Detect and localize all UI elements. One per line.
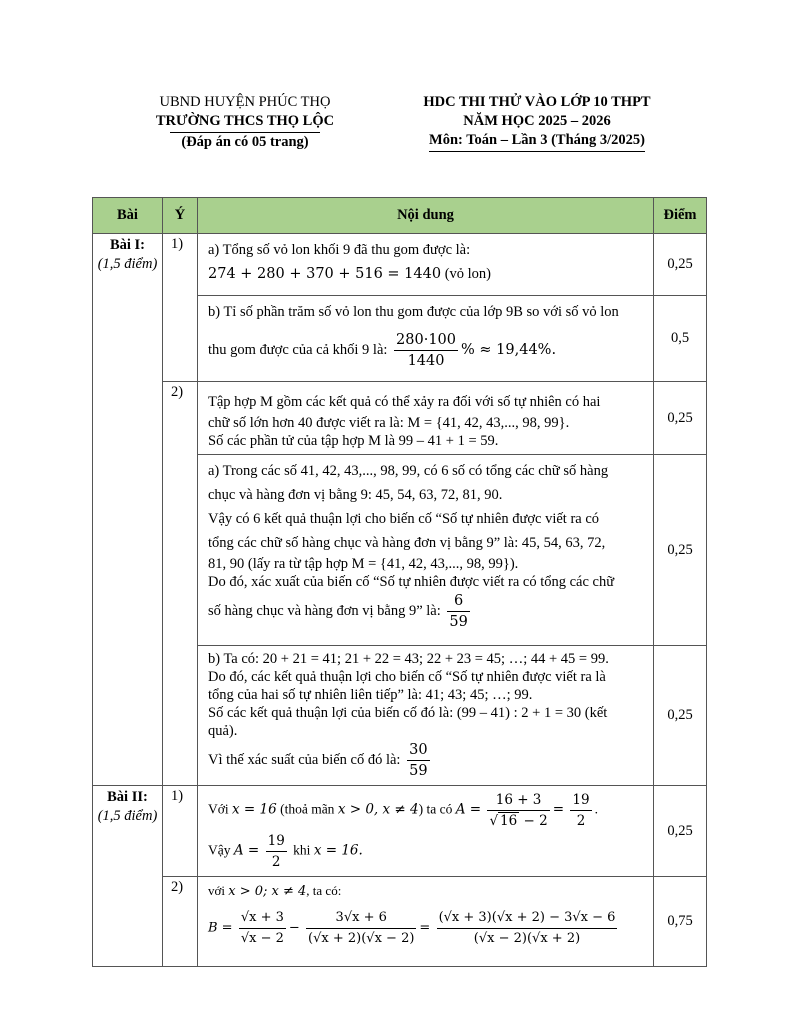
b2r1-taco: ) ta có — [418, 801, 453, 817]
content-cell — [198, 877, 654, 967]
bai2-y2: 2) — [171, 879, 184, 895]
b2r2-f2-num: 3√x + 6 — [306, 908, 416, 929]
row-2b-frac-den: 59 — [409, 763, 428, 779]
b2r1-cond: x = 16 — [232, 801, 277, 818]
bai2-label: Bài II: — [107, 789, 148, 805]
b2r1-A2: A = — [233, 842, 260, 859]
bai2-cell — [93, 786, 163, 967]
b2r1-frac1-num: 16 + 3 — [487, 790, 549, 811]
answer-table — [92, 197, 707, 967]
row-a-unit: (vỏ lon) — [444, 266, 492, 282]
row-b-frac-num: 280·100 — [394, 330, 458, 351]
b2r1-A: A = — [455, 801, 482, 818]
col-header-y: Ý — [163, 198, 198, 234]
bai1-points: (1,5 điểm) — [97, 256, 158, 272]
b2r1-frac3-den: 2 — [271, 854, 281, 870]
col-header-noi-dung: Nội dung — [198, 198, 654, 234]
bai2-y2-cell — [163, 877, 198, 967]
score-cell: 0,25 — [654, 234, 707, 296]
b2r1-cond3: x = 16. — [313, 842, 363, 859]
b2r2-taco: , ta có: — [306, 883, 342, 898]
row-m-text2: chữ số lớn hơn 40 được viết ra là: M = {41, 42, 43,..., 98, 99}. — [208, 415, 570, 431]
bai2-y1: 1) — [171, 788, 184, 804]
row-2a-fraction — [447, 591, 469, 632]
b2r1-frac1-root: 16 — [500, 813, 518, 829]
b2r2-with: với — [208, 883, 225, 898]
content-cell — [198, 234, 654, 296]
row-2a-frac-den: 59 — [449, 614, 468, 630]
b2r1-frac1: $\frac{16 + 3}{√ 16 - 2}$ — [489, 792, 548, 829]
col-header-diem: Điểm — [654, 198, 707, 234]
row-2a-l6: Do đó, xác xuất của biến cố “Số tự nhiên được viết ra có tổng các chữ — [208, 574, 615, 590]
row-2a-l7: số hàng chục và hàng đơn vị bằng 9” là: — [208, 602, 441, 619]
b2r2-f1-den: √x − 2 — [240, 931, 284, 946]
row-2b-l4: Số các kết quả thuận lợi của biến cố đó là: (99 – 41) : 2 + 1 = 30 (kết — [208, 705, 608, 721]
b2r2-B: B = — [208, 920, 233, 936]
b2r2-frac2 — [306, 908, 416, 949]
table-row — [93, 382, 707, 455]
row-2a-l4: tổng các chữ số hàng chục và hàng đơn vị bằng 9” là: 45, 54, 63, 72, — [208, 535, 606, 551]
row-2a-l5: 81, 90 (lấy ra từ tập hợp M = {41, 42, 43,..., 98, 99}). — [208, 556, 519, 572]
b2r1-khi: khi — [293, 842, 311, 858]
b2r2-frac3 — [437, 908, 618, 949]
score-cell: 0,25 — [654, 382, 707, 455]
b2r1-cond2: x > 0, x ≠ 4 — [337, 801, 419, 818]
score-cell: 0,75 — [654, 877, 707, 967]
row-2b-fraction — [407, 740, 429, 781]
bai1-cell — [93, 234, 163, 786]
b2r2-minus: − — [288, 920, 300, 936]
b2r1-frac3-num: 19 — [266, 831, 287, 852]
b2r2-f3-num: (√x + 3)(√x + 2) − 3√x − 6 — [437, 908, 618, 929]
table-header-row — [93, 198, 707, 234]
header-left-line1: UBND HUYỆN PHÚC THỌ — [159, 94, 331, 110]
b2r1-eq: = — [552, 801, 565, 818]
b2r1-frac2 — [570, 790, 591, 831]
row-b-result: % ≈ 19,44%. — [461, 341, 557, 358]
row-2b-l6: Vì thế xác suất của biến cố đó là: — [208, 751, 401, 768]
page-count-note: (Đáp án có 05 trang) — [181, 134, 309, 150]
b2r2-f2-den: (√x + 2)(√x − 2) — [308, 931, 415, 946]
content-cell: Với x = 16 (thoả mãn x > 0, x ≠ 4) ta có A = $\frac{16 + 3}{√ 16 - 2}$ = $\frac{19}{2}$ . Vậy A = $\frac{19}{2}$ khi x = 16. — [198, 786, 654, 877]
b2r2-frac1 — [239, 908, 286, 949]
b2r1-vay: Vậy — [208, 842, 231, 858]
row-2b-l3: tổng của hai số tự nhiên liên tiếp” là: 41; 43; 45; …; 99. — [208, 687, 533, 703]
b2r1-with: Với — [208, 801, 229, 817]
score-cell: 0,5 — [654, 296, 707, 382]
bai2-y1-cell — [163, 786, 198, 877]
school-name: TRƯỜNG THCS THỌ LỘC — [155, 113, 335, 129]
row-m-text1: Tập hợp M gồm các kết quả có thể xảy ra đối với số tự nhiên có hai — [208, 394, 601, 410]
row-2a-frac-num: 6 — [447, 591, 469, 612]
row-b-fraction — [394, 330, 458, 371]
b2r1-frac1-rest: − 2 — [519, 813, 548, 829]
score-cell: 0,25 — [654, 786, 707, 877]
row-2b-l2: Do đó, các kết quả thuận lợi cho biến cố “Số tự nhiên được viết ra là — [208, 669, 606, 685]
row-m-text3: Số các phần tử của tập hợp M là 99 – 41 + 1 = 59. — [208, 433, 499, 449]
row-a-text: a) Tổng số vỏ lon khối 9 đã thu gom được là: — [208, 242, 471, 258]
row-a-formula: 274 + 280 + 370 + 516 = 1440 — [208, 266, 442, 282]
row-b-text2: thu gom được của cả khối 9 là: — [208, 341, 388, 358]
table-row — [93, 786, 707, 877]
b2r1-frac3 — [266, 831, 287, 872]
header-right — [392, 93, 682, 152]
table-row — [93, 877, 707, 967]
bai1-y1-cell — [163, 234, 198, 382]
exam-title: HDC THI THỬ VÀO LỚP 10 THPT — [423, 94, 651, 110]
row-b-text1: b) Tỉ số phần trăm số vỏ lon thu gom được của lớp 9B so với số vỏ lon — [208, 304, 619, 320]
b2r1-frac2-den: 2 — [576, 813, 586, 829]
b2r2-cond: x > 0; x ≠ 4 — [228, 884, 307, 899]
b2r1-frac2-num: 19 — [570, 790, 591, 811]
school-year: NĂM HỌC 2025 – 2026 — [463, 113, 611, 129]
row-2b-l1: b) Ta có: 20 + 21 = 41; 21 + 22 = 43; 22 + 23 = 45; …; 44 + 45 = 99. — [208, 651, 609, 667]
row-2a-l1: a) Trong các số 41, 42, 43,..., 98, 99, có 6 số có tổng các chữ số hàng — [208, 463, 609, 479]
bai1-y1: 1) — [171, 236, 184, 252]
score-cell: 0,25 — [654, 455, 707, 646]
bai1-label: Bài I: — [109, 237, 146, 253]
row-2a-l3: Vậy có 6 kết quả thuận lợi cho biến cố “Số tự nhiên được viết ra có — [208, 511, 600, 527]
bai2-points: (1,5 điểm) — [97, 808, 158, 824]
header-left — [130, 93, 360, 152]
b2r2-f1-num: √x + 3 — [239, 908, 286, 929]
score-cell: 0,25 — [654, 646, 707, 786]
col-header-bai: Bài — [93, 198, 163, 234]
row-2a-l2: chục và hàng đơn vị bằng 9: 45, 54, 63, 72, 81, 90. — [208, 487, 503, 503]
row-2b-l5: quả). — [208, 723, 238, 739]
b2r1-thoa: (thoả mãn — [280, 801, 335, 817]
content-cell — [198, 382, 654, 455]
bai1-y2-cell — [163, 382, 198, 786]
row-2b-frac-num: 30 — [407, 740, 429, 761]
subject-line: Môn: Toán – Lần 3 (Tháng 3/2025) — [429, 131, 645, 152]
table-row — [93, 234, 707, 296]
row-b-frac-den: 1440 — [407, 353, 445, 369]
content-cell — [198, 455, 654, 646]
b2r2-eq: = — [419, 920, 431, 936]
content-cell — [198, 646, 654, 786]
b2r2-f3-den: (√x − 2)(√x + 2) — [473, 931, 581, 946]
content-cell — [198, 296, 654, 382]
bai1-y2: 2) — [171, 384, 184, 400]
